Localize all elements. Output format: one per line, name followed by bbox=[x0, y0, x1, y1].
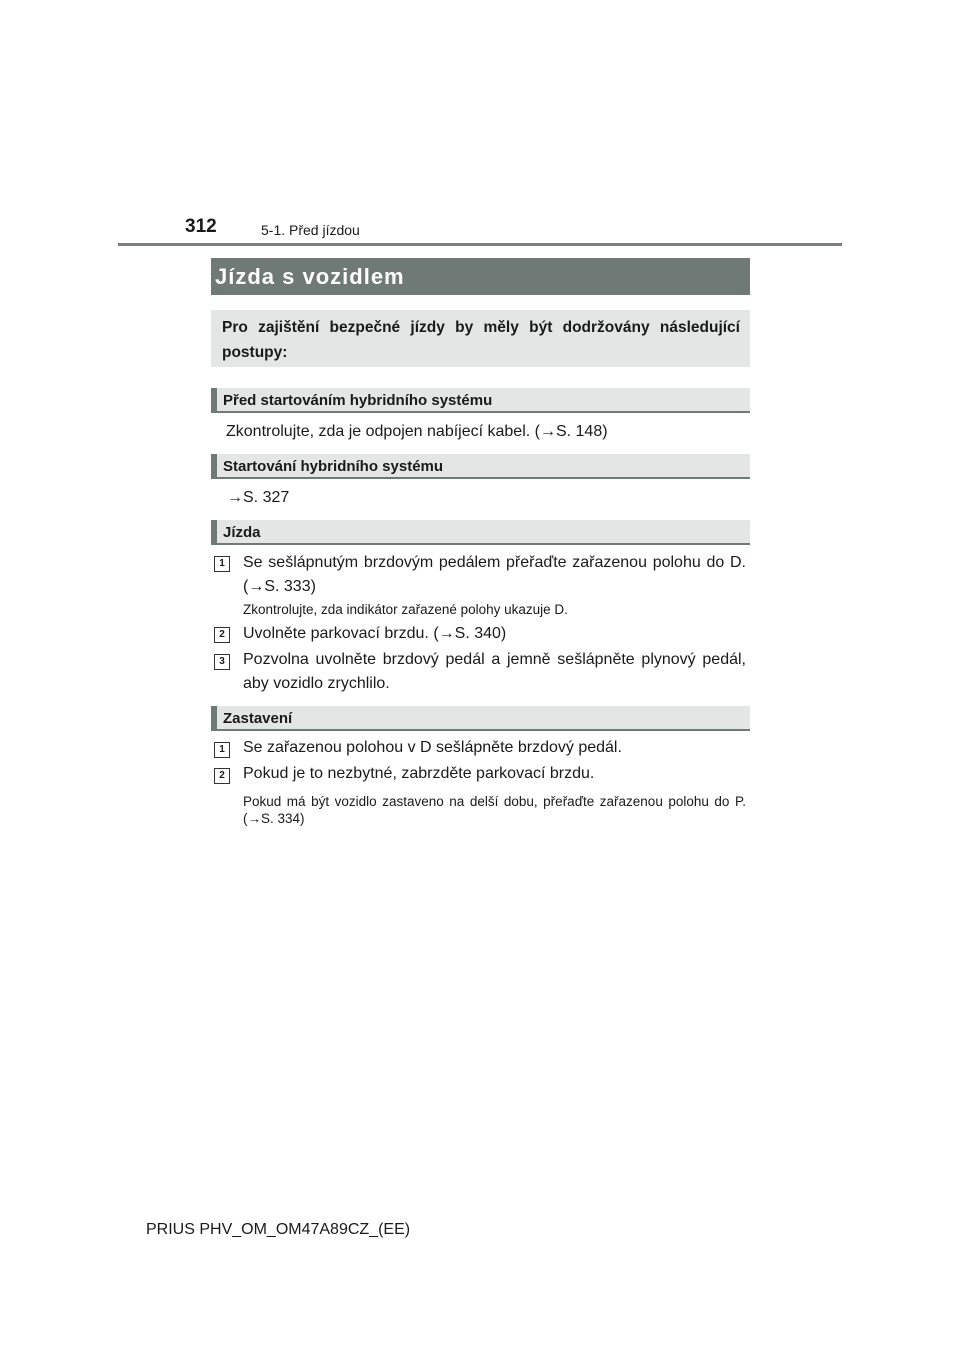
step-number-badge: 2 bbox=[214, 768, 230, 784]
step-number-badge: 3 bbox=[214, 654, 230, 670]
document-footer: PRIUS PHV_OM_OM47A89CZ_(EE) bbox=[146, 1221, 411, 1238]
driving-step-2-text: Uvolněte parkovací brzdu. (→S. 340) bbox=[243, 625, 507, 642]
page-title: Jízda s vozidlem bbox=[211, 258, 750, 295]
before-start-text: Zkontrolujte, zda je odpojen nabíjecí kabel. (→S. 148) bbox=[226, 423, 608, 440]
section-heading-before-start: Před startováním hybridního systému bbox=[211, 388, 750, 413]
step-number-badge: 1 bbox=[214, 742, 230, 758]
section-heading-driving: Jízda bbox=[211, 520, 750, 545]
stopping-step-1-text: Se zařazenou polohou v D sešlápněte brzdový pedál. bbox=[243, 739, 622, 756]
stopping-step-2-note: Pokud má být vozidlo zastaveno na delší dobu, přeřaďte zařazenou polohu do P. (→S. 334) bbox=[243, 794, 746, 826]
section-heading-stopping: Zastavení bbox=[211, 706, 750, 731]
stopping-step-2-text: Pokud je to nezbytné, zabrzděte parkovací brzdu. bbox=[243, 765, 595, 782]
driving-step-3-text: Pozvolna uvolněte brzdový pedál a jemně sešlápněte plynový pedál, aby vozidlo zrychlilo. bbox=[243, 651, 746, 692]
page-number: 312 bbox=[185, 216, 217, 237]
starting-text: →S. 327 bbox=[227, 489, 290, 506]
step-number-badge: 2 bbox=[214, 627, 230, 643]
driving-step-1-note: Zkontrolujte, zda indikátor zařazené polohy ukazuje D. bbox=[243, 602, 568, 617]
section-breadcrumb: 5-1. Před jízdou bbox=[261, 222, 360, 238]
header-divider bbox=[118, 243, 842, 246]
intro-box: Pro zajištění bezpečné jízdy by měly být dodržovány následující postupy: bbox=[211, 310, 750, 367]
driving-step-1-text: Se sešlápnutým brzdovým pedálem přeřaďte zařazenou polohu do D. (→S. 333) bbox=[243, 554, 746, 595]
step-number-badge: 1 bbox=[214, 556, 230, 572]
section-heading-starting: Startování hybridního systému bbox=[211, 454, 750, 479]
